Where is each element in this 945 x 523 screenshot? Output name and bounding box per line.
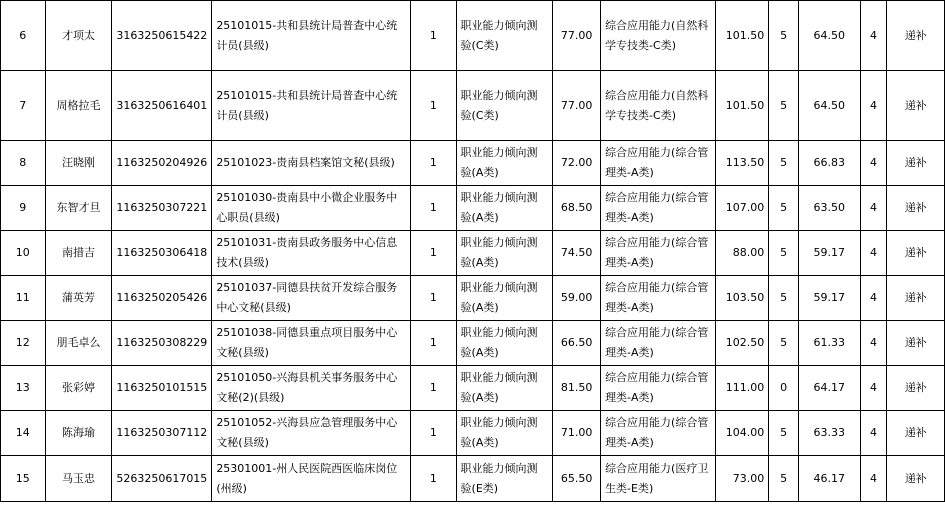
rank-cell: 4 [860,276,887,321]
exam2-score: 113.50 [716,141,769,186]
exam2-subject: 综合应用能力(综合管理类-A类) [601,231,716,276]
total-score: 64.50 [799,71,861,141]
note-cell: 递补 [887,456,945,502]
bonus-points: 5 [769,71,799,141]
rank-cell: 4 [860,411,887,456]
row-seq: 6 [1,1,46,71]
bonus-points: 5 [769,231,799,276]
rank-cell: 4 [860,456,887,502]
position-cell: 25101030-贵南县中小微企业服务中心职员(县级) [212,186,411,231]
candidate-name: 周格拉毛 [45,71,112,141]
ticket-number: 3163250615422 [112,1,212,71]
exam1-score: 59.00 [553,276,601,321]
total-score: 66.83 [799,141,861,186]
exam1-score: 65.50 [553,456,601,502]
table-row [1,366,945,411]
candidate-name: 陈海瑜 [45,411,112,456]
rank-cell: 4 [860,71,887,141]
bonus-points: 5 [769,1,799,71]
quota-cell: 1 [411,276,456,321]
position-cell: 25101015-共和县统计局普查中心统计员(县级) [212,1,411,71]
table-row [1,231,945,276]
exam1-score: 72.00 [553,141,601,186]
bonus-points: 0 [769,366,799,411]
row-seq: 12 [1,321,46,366]
exam1-subject: 职业能力倾向测验(A类) [456,321,553,366]
table-row [1,411,945,456]
rank-cell: 4 [860,141,887,186]
note-cell: 递补 [887,186,945,231]
exam1-subject: 职业能力倾向测验(A类) [456,231,553,276]
bonus-points: 5 [769,456,799,502]
exam2-score: 104.00 [716,411,769,456]
position-cell: 25101037-同德县扶贫开发综合服务中心文秘(县级) [212,276,411,321]
total-score: 61.33 [799,321,861,366]
total-score: 64.17 [799,366,861,411]
position-cell: 25101023-贵南县档案馆文秘(县级) [212,141,411,186]
table-row [1,71,945,141]
total-score: 59.17 [799,276,861,321]
row-seq: 14 [1,411,46,456]
note-cell: 递补 [887,366,945,411]
exam1-score: 71.00 [553,411,601,456]
table-row [1,321,945,366]
exam2-score: 101.50 [716,71,769,141]
candidate-name: 汪晓刚 [45,141,112,186]
exam1-score: 77.00 [553,1,601,71]
row-seq: 15 [1,456,46,502]
exam1-subject: 职业能力倾向测验(A类) [456,411,553,456]
candidate-name: 才项太 [45,1,112,71]
row-seq: 10 [1,231,46,276]
exam1-subject: 职业能力倾向测验(A类) [456,186,553,231]
exam1-score: 81.50 [553,366,601,411]
exam2-subject: 综合应用能力(综合管理类-A类) [601,141,716,186]
candidate-name: 马玉忠 [45,456,112,502]
candidate-name: 南措吉 [45,231,112,276]
exam2-score: 101.50 [716,1,769,71]
position-cell: 25101052-兴海县应急管理服务中心文秘(县级) [212,411,411,456]
note-cell: 递补 [887,321,945,366]
rank-cell: 4 [860,366,887,411]
bonus-points: 5 [769,276,799,321]
exam1-subject: 职业能力倾向测验(A类) [456,366,553,411]
ticket-number: 1163250307112 [112,411,212,456]
note-cell: 递补 [887,411,945,456]
bonus-points: 5 [769,411,799,456]
table-row [1,276,945,321]
exam1-subject: 职业能力倾向测验(C类) [456,71,553,141]
total-score: 63.50 [799,186,861,231]
position-cell: 25101015-共和县统计局普查中心统计员(县级) [212,71,411,141]
total-score: 64.50 [799,1,861,71]
exam2-score: 73.00 [716,456,769,502]
exam1-score: 68.50 [553,186,601,231]
row-seq: 13 [1,366,46,411]
rank-cell: 4 [860,1,887,71]
row-seq: 9 [1,186,46,231]
position-cell: 25101050-兴海县机关事务服务中心文秘(2)(县级) [212,366,411,411]
quota-cell: 1 [411,366,456,411]
table-row [1,1,945,71]
rank-cell: 4 [860,321,887,366]
ticket-number: 5263250617015 [112,456,212,502]
quota-cell: 1 [411,141,456,186]
note-cell: 递补 [887,1,945,71]
candidate-name: 张彩婷 [45,366,112,411]
ticket-number: 1163250205426 [112,276,212,321]
candidate-name: 东智才旦 [45,186,112,231]
quota-cell: 1 [411,186,456,231]
note-cell: 递补 [887,231,945,276]
bonus-points: 5 [769,141,799,186]
exam2-subject: 综合应用能力(自然科学专技类-C类) [601,1,716,71]
row-seq: 11 [1,276,46,321]
exam1-subject: 职业能力倾向测验(E类) [456,456,553,502]
exam2-score: 111.00 [716,366,769,411]
exam2-subject: 综合应用能力(综合管理类-A类) [601,321,716,366]
exam2-score: 107.00 [716,186,769,231]
ticket-number: 1163250306418 [112,231,212,276]
ticket-number: 1163250101515 [112,366,212,411]
exam2-subject: 综合应用能力(医疗卫生类-E类) [601,456,716,502]
position-cell: 25301001-州人民医院西医临床岗位(州级) [212,456,411,502]
exam2-subject: 综合应用能力(综合管理类-A类) [601,186,716,231]
exam2-subject: 综合应用能力(综合管理类-A类) [601,366,716,411]
quota-cell: 1 [411,71,456,141]
table-body [1,1,945,502]
bonus-points: 5 [769,186,799,231]
total-score: 46.17 [799,456,861,502]
exam2-score: 102.50 [716,321,769,366]
quota-cell: 1 [411,411,456,456]
exam1-score: 77.00 [553,71,601,141]
exam2-subject: 综合应用能力(综合管理类-A类) [601,276,716,321]
ticket-number: 3163250616401 [112,71,212,141]
ticket-number: 1163250307221 [112,186,212,231]
row-seq: 8 [1,141,46,186]
table-row [1,141,945,186]
quota-cell: 1 [411,321,456,366]
table-row [1,456,945,502]
table-row [1,186,945,231]
exam1-subject: 职业能力倾向测验(C类) [456,1,553,71]
row-seq: 7 [1,71,46,141]
rank-cell: 4 [860,231,887,276]
note-cell: 递补 [887,71,945,141]
bonus-points: 5 [769,321,799,366]
ticket-number: 1163250308229 [112,321,212,366]
position-cell: 25101031-贵南县政务服务中心信息技术(县级) [212,231,411,276]
total-score: 63.33 [799,411,861,456]
exam1-score: 74.50 [553,231,601,276]
quota-cell: 1 [411,231,456,276]
quota-cell: 1 [411,1,456,71]
position-cell: 25101038-同德县重点项目服务中心文秘(县级) [212,321,411,366]
rank-cell: 4 [860,186,887,231]
exam2-subject: 综合应用能力(自然科学专技类-C类) [601,71,716,141]
exam2-subject: 综合应用能力(综合管理类-A类) [601,411,716,456]
quota-cell: 1 [411,456,456,502]
candidate-name: 蒲英芳 [45,276,112,321]
exam1-subject: 职业能力倾向测验(A类) [456,276,553,321]
exam2-score: 88.00 [716,231,769,276]
exam1-subject: 职业能力倾向测验(A类) [456,141,553,186]
candidate-name: 朋毛卓么 [45,321,112,366]
note-cell: 递补 [887,276,945,321]
note-cell: 递补 [887,141,945,186]
total-score: 59.17 [799,231,861,276]
ticket-number: 1163250204926 [112,141,212,186]
exam2-score: 103.50 [716,276,769,321]
exam1-score: 66.50 [553,321,601,366]
